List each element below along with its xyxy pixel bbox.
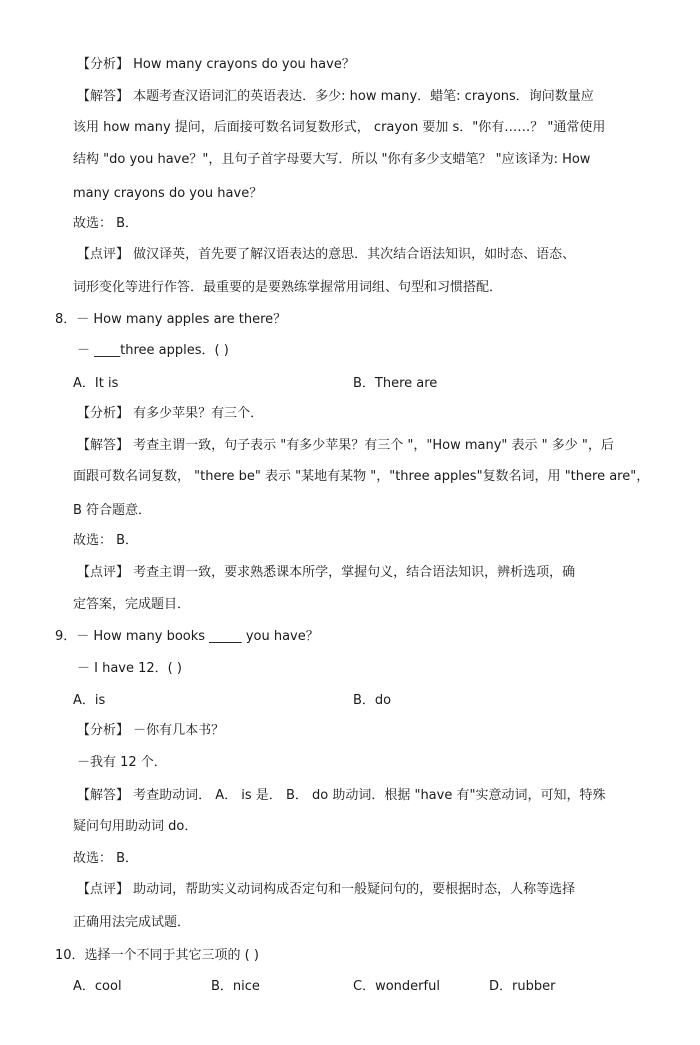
comment-q8-line2: 定答案，完成题目．: [73, 597, 191, 612]
question-8: 8．－ How many apples are there？: [55, 312, 287, 327]
comment-q7-line1: 【点评】 做汉译英，首先要了解汉语表达的意思．其次结合语法知识，如时态、语态、: [77, 247, 576, 262]
q10-option-d: D．rubber: [489, 979, 556, 994]
q9-option-a: A．is: [73, 693, 106, 708]
comment-q8-line1: 【点评】 考查主谓一致，要求熟悉课本所学，掌握句义，结合语法知识，辨析选项，确: [77, 565, 576, 580]
choice-q7: 故选： B．: [73, 216, 139, 231]
answer-q8-line2: 面跟可数名词复数， "there be" 表示 "某地有某物 "，"three apples"复数名词，用 "there are"，: [73, 469, 650, 484]
comment-q9-line2: 正确用法完成试题．: [73, 915, 191, 930]
question-9-answer-line: － I have 12．( ): [77, 661, 182, 676]
analysis-q7: 【分析】 How many crayons do you have？: [77, 57, 355, 72]
answer-q7-line4: many crayons do you have？: [73, 186, 263, 201]
q8-option-b: B．There are: [353, 376, 438, 391]
answer-q9-line1: 【解答】 考查助动词． A． is 是． B． do 助动词．根据 "have 有"实意动词，可知，特殊: [77, 788, 606, 803]
analysis-q8: 【分析】 有多少苹果？有三个．: [77, 406, 264, 421]
comment-q7-line2: 词形变化等进行作答．最重要的是要熟练掌握常用词组、句型和习惯搭配．: [73, 280, 503, 295]
answer-q9-line2: 疑问句用助动词 do．: [73, 819, 198, 834]
comment-q9-line1: 【点评】 助动词，帮助实义动词构成否定句和一般疑问句的，要根据时态，人称等选择: [77, 882, 576, 897]
choice-q8: 故选： B．: [73, 533, 139, 548]
analysis-q9-line2: －我有 12 个．: [77, 755, 167, 770]
question-9: 9．－ How many books _____ you have？: [55, 629, 319, 644]
q8-option-a: A．It is: [73, 376, 119, 391]
q9-option-b: B．do: [353, 693, 392, 708]
answer-q7-line2: 该用 how many 提问，后面接可数名词复数形式， crayon 要加 s．"你有……？ "通常使用: [73, 120, 606, 135]
question-8-answer-line: － ____three apples．( ): [77, 343, 229, 358]
q10-option-c: C．wonderful: [353, 979, 440, 994]
analysis-q9-line1: 【分析】 －你有几本书？: [77, 723, 225, 738]
q10-option-a: A．cool: [73, 979, 122, 994]
q10-option-b: B．nice: [211, 979, 260, 994]
choice-q9: 故选： B．: [73, 851, 139, 866]
answer-q8-line3: B 符合题意．: [73, 503, 152, 518]
question-10: 10．选择一个不同于其它三项的 ( ): [55, 948, 259, 963]
answer-q8-line1: 【解答】 考查主谓一致，句子表示 "有多少苹果？有三个 "，"How many" 表示 " 多少 "，后: [77, 438, 614, 453]
answer-q7-line1: 【解答】 本题考查汉语词汇的英语表达．多少: how many．蜡笔: crayons．询问数量应: [77, 89, 594, 104]
answer-q7-line3: 结构 "do you have？"，且句子首字母要大写．所以 "你有多少支蜡笔？ "应该译为: How: [73, 152, 591, 167]
